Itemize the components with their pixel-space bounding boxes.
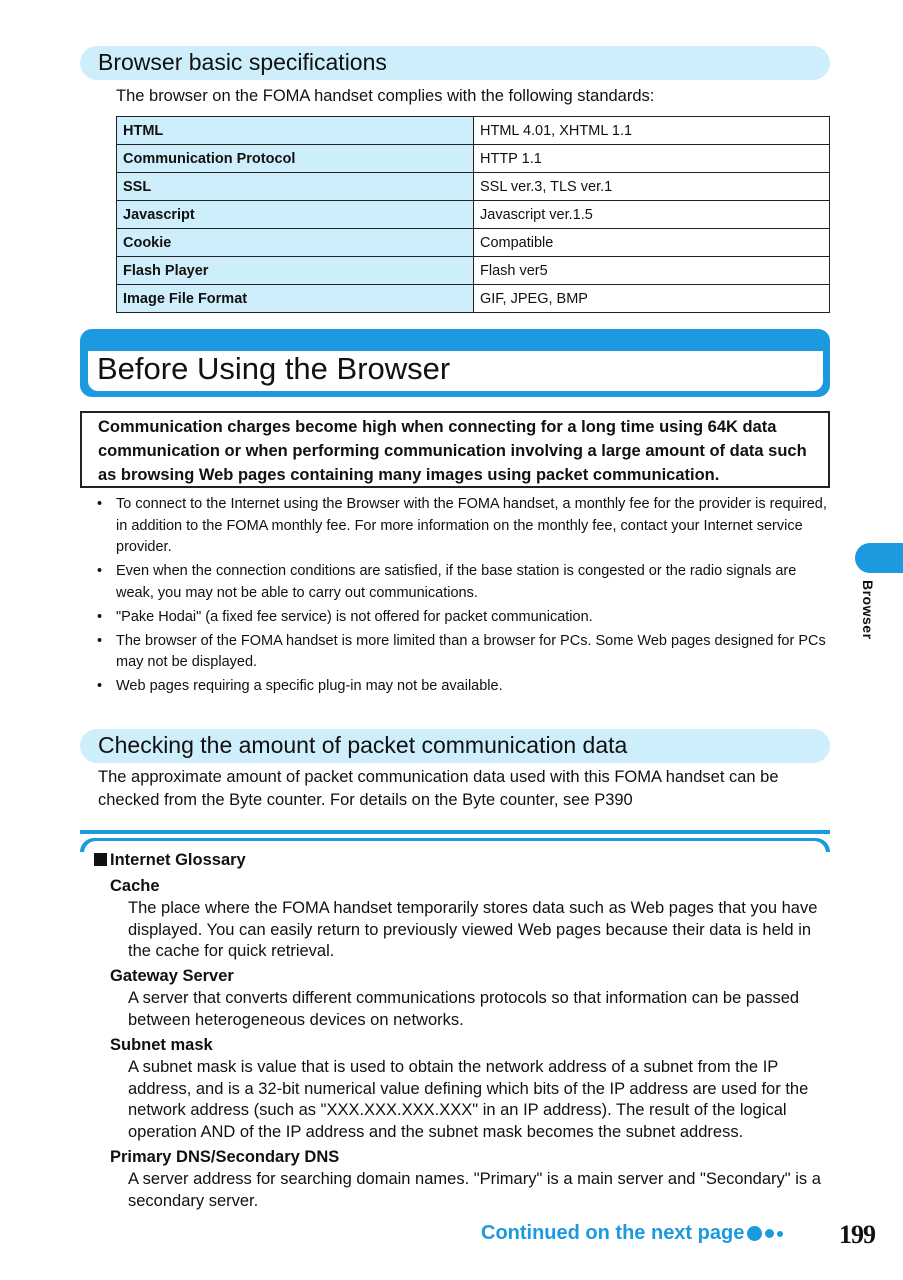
glossary-frame: [80, 838, 830, 852]
side-tab: [855, 543, 903, 573]
list-item: • "Pake Hodai" (a fixed fee service) is not offered for packet communication.: [96, 607, 831, 629]
glossary-title-text: Internet Glossary: [110, 851, 246, 869]
spec-value: GIF, JPEG, BMP: [474, 285, 830, 313]
spec-value: SSL ver.3, TLS ver.1: [474, 173, 830, 201]
spec-value: HTTP 1.1: [474, 145, 830, 173]
glossary-term: Subnet mask: [110, 1036, 213, 1054]
list-item: • Even when the connection conditions are satisfied, if the base station is congested or the radio signals are weak, you may not be able to carry out communications.: [96, 561, 831, 604]
table-row: [117, 173, 830, 201]
section-title: Browser basic specifications: [98, 49, 387, 75]
page-number: 199: [839, 1220, 875, 1249]
glossary-def: A server address for searching domain names. "Primary" is a main server and "Secondary" is a secondary server.: [128, 1170, 821, 1210]
spec-value: Flash ver5: [474, 257, 830, 285]
chapter-title: Before Using the Browser: [97, 351, 451, 386]
spec-key: Cookie: [117, 229, 474, 257]
square-bullet-icon: [94, 853, 107, 866]
side-tab-label: Browser: [860, 580, 876, 640]
list-item: • The browser of the FOMA handset is more limited than a browser for PCs. Some Web pages designed for PCs may not be displayed.: [96, 631, 831, 674]
list-item: • To connect to the Internet using the Browser with the FOMA handset, a monthly fee for the provider is required, in addition to the FOMA monthly fee. For more information on the monthly fee, contact your Internet service provider.: [96, 494, 831, 559]
warning-box: Communication charges become high when connecting for a long time using 64K data communication or when performing communication involving a large amount of data such as browsing Web pages containing many images using packet communication.: [80, 411, 830, 488]
list-item: • Web pages requiring a specific plug-in may not be available.: [96, 676, 831, 698]
chapter-heading-inner: [88, 351, 823, 391]
spec-value: Javascript ver.1.5: [474, 201, 830, 229]
table-row: [117, 145, 830, 173]
glossary-term: Primary DNS/Secondary DNS: [110, 1148, 340, 1166]
glossary-rule: [80, 830, 830, 834]
table-row: [117, 117, 830, 145]
table-row: [117, 229, 830, 257]
section-header-specs: [80, 46, 830, 80]
table-row: [117, 257, 830, 285]
continued-text: Continued on the next page: [481, 1222, 745, 1244]
section-title: Checking the amount of packet communication data: [98, 732, 628, 758]
spec-key: SSL: [117, 173, 474, 201]
glossary-title: [94, 851, 246, 870]
spec-key: Javascript: [117, 201, 474, 229]
spec-value: HTML 4.01, XHTML 1.1: [474, 117, 830, 145]
glossary-def: The place where the FOMA handset temporarily stores data such as Web pages that you have displayed. You can easily return to previously viewed Web pages because their data is held in the cache for quick retrieval.: [128, 899, 818, 960]
packet-text: The approximate amount of packet communication data used with this FOMA handset can be checked from the Byte counter. For details on the Byte counter, see P390: [98, 768, 779, 809]
continued-note: [481, 1222, 783, 1245]
specs-intro: The browser on the FOMA handset complies with the following standards:: [116, 87, 655, 105]
spec-key: Flash Player: [117, 257, 474, 285]
spec-value: Compatible: [474, 229, 830, 257]
table-row: [117, 285, 830, 313]
spec-key: Communication Protocol: [117, 145, 474, 173]
spec-key: HTML: [117, 117, 474, 145]
spec-table: [116, 116, 830, 313]
dot-icon: [777, 1231, 783, 1237]
section-header-packet: [80, 729, 830, 763]
glossary-def: A server that converts different communications protocols so that information can be passed between heterogeneous devices on networks.: [128, 989, 800, 1029]
chapter-heading-bar: [80, 329, 830, 397]
spec-key: Image File Format: [117, 285, 474, 313]
glossary-def: A subnet mask is value that is used to obtain the network address of a subnet from the IP address, and is a 32-bit numerical value defining which bits of the IP address are used for the network address (such as "XXX.XXX.XXX.XXX" in an IP address). The result of the logical operation AND of the IP address and the subnet mask becomes the subnet address.: [128, 1058, 809, 1141]
glossary-term: Cache: [110, 877, 160, 895]
dot-icon: [747, 1226, 762, 1241]
notes-list: [96, 494, 831, 700]
table-row: [117, 201, 830, 229]
dot-icon: [765, 1229, 774, 1238]
glossary-term: Gateway Server: [110, 967, 234, 985]
